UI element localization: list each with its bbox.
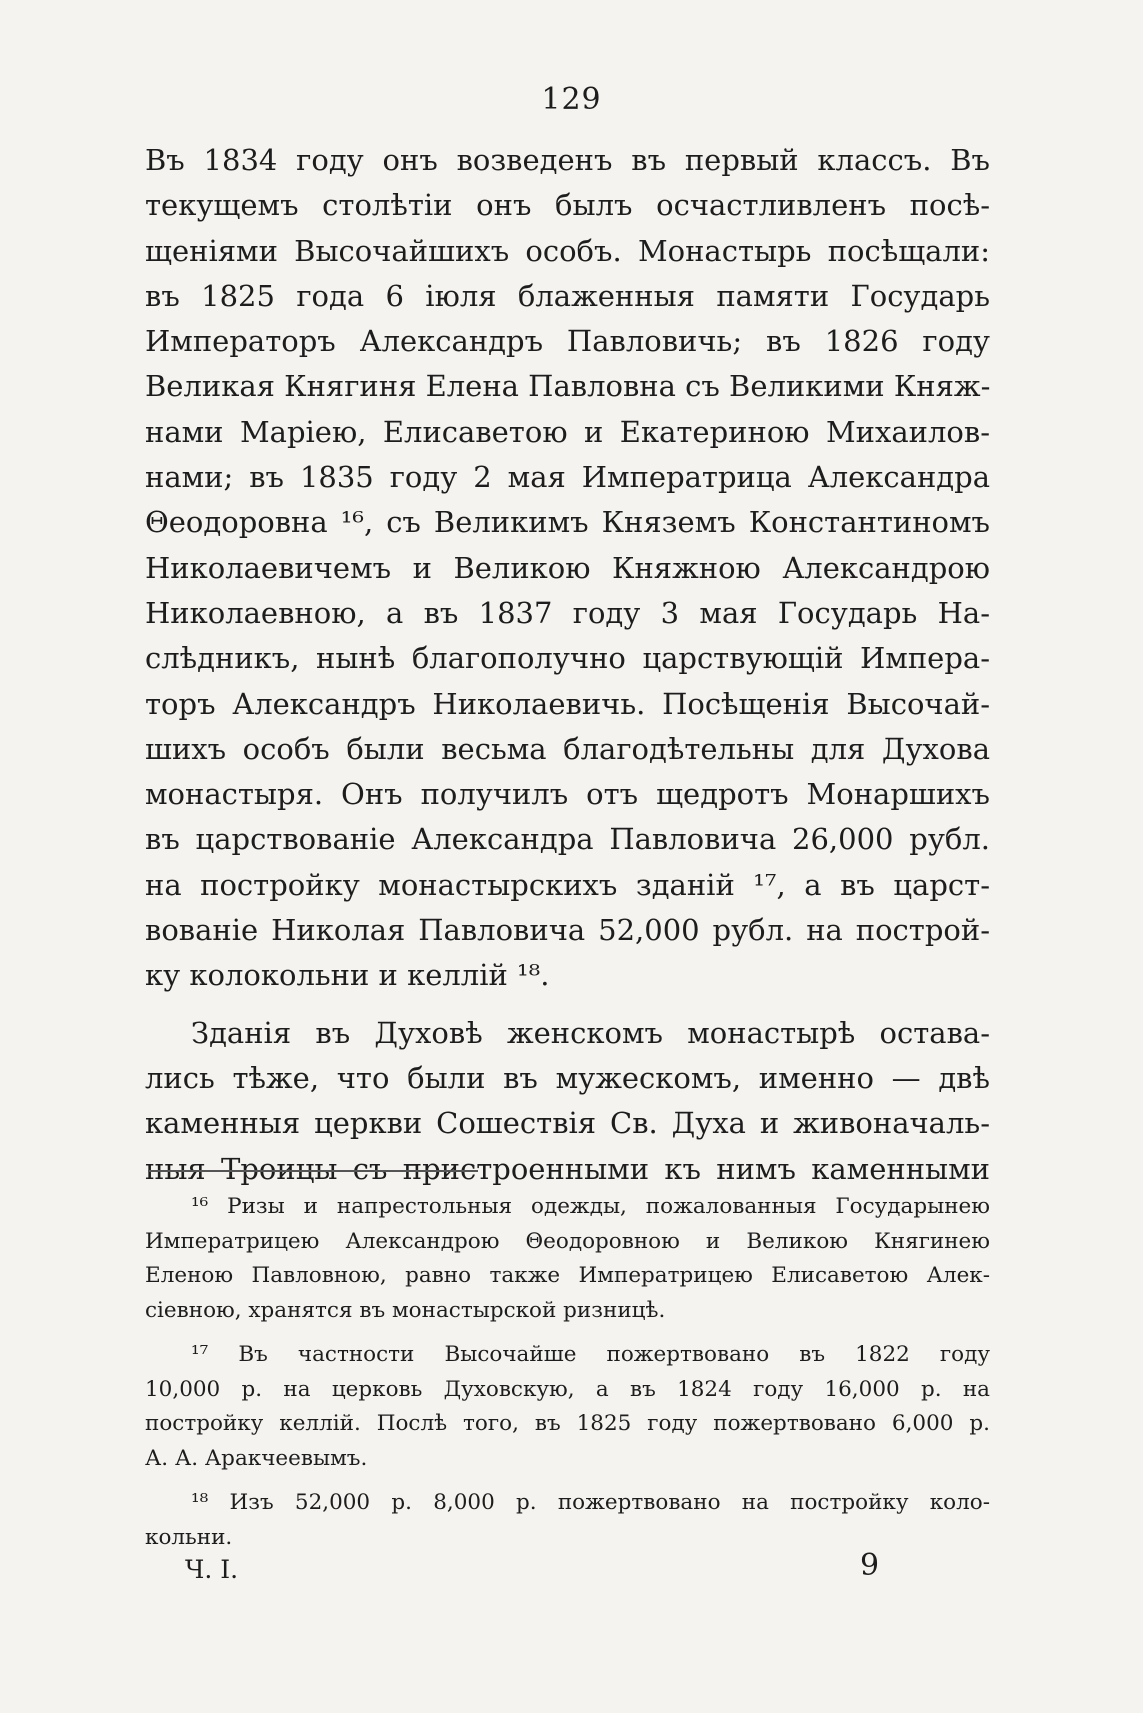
signature-mark: Ч. I. — [185, 1555, 239, 1584]
footnote-line: ¹⁶ Ризы и напрестольныя одежды, пожалованныя Государынею — [191, 1194, 990, 1219]
footnote-line: ¹⁷ Въ частности Высочайше пожертвовано въ 1822 году — [191, 1342, 990, 1367]
paragraph-2 — [145, 1011, 990, 1192]
text-line: Θеодоровна ¹⁶, съ Великимъ Княземъ Константиномъ — [145, 505, 990, 540]
text-line: текущемъ столѣтіи онъ былъ осчастливленъ посѣ- — [145, 188, 990, 223]
text-line: въ 1825 года 6 іюля блаженныя памяти Государь — [145, 278, 990, 313]
text-line: нами; въ 1835 году 2 мая Императрица Александра — [145, 460, 990, 495]
footnote-divider — [148, 1170, 478, 1172]
text-line: Николаевичемъ и Великою Княжною Александрою — [145, 550, 990, 585]
text-line: Въ 1834 году онъ возведенъ въ первый классъ. Въ — [145, 143, 990, 177]
text-line: шихъ особъ были весьма благодѣтельны для Духова — [145, 731, 990, 766]
text-line: Великая Княгиня Елена Павловна съ Великими Княж- — [145, 369, 991, 404]
footnote-line: ¹⁸ Изъ 52,000 р. 8,000 р. пожертвовано на постройку коло- — [191, 1490, 990, 1515]
text-line: щеніями Высочайшихъ особъ. Монастырь посѣщали: — [145, 233, 990, 268]
text-line: вованіе Николая Павловича 52,000 рубл. на построй- — [145, 913, 990, 948]
text-line: на постройку монастырскихъ зданій ¹⁷, а въ царст- — [145, 867, 990, 902]
text-line: слѣдникъ, нынѣ благополучно царствующій Импера- — [145, 641, 990, 676]
footnote-17 — [145, 1338, 990, 1476]
footnote-line: сіевною, хранятся въ монастырской ризницѣ. — [145, 1297, 666, 1323]
footnote-gap — [145, 1328, 990, 1338]
footnote-line: кольни. — [145, 1524, 233, 1550]
footnote-16 — [145, 1190, 990, 1328]
footnotes — [145, 1190, 990, 1555]
footnote-18 — [145, 1486, 990, 1555]
text-line: монастыря. Онъ получилъ отъ щедротъ Монаршихъ — [145, 777, 990, 812]
text-line: каменныя церкви Сошествія Св. Духа и живоначаль- — [145, 1106, 990, 1141]
footnote-gap — [145, 1476, 990, 1486]
text-line: въ царствованіе Александра Павловича 26,000 рубл. — [145, 822, 990, 857]
text-line: ку колокольни и келлій ¹⁸. — [145, 958, 550, 993]
text-line: Зданія въ Духовѣ женскомъ монастырѣ остава- — [191, 1015, 990, 1050]
main-text — [145, 138, 990, 1192]
sheet-number: 9 — [860, 1548, 880, 1583]
paragraph-1 — [145, 138, 990, 999]
footnote-line: Императрицею Александрою Θеодоровною и Великою Княгинею — [145, 1228, 990, 1254]
text-line: лись тѣже, что были въ мужескомъ, именно — двѣ — [145, 1060, 990, 1095]
footnote-line: А. А. Аракчеевымъ. — [145, 1445, 368, 1471]
text-line: Николаевною, а въ 1837 году 3 мая Государь На- — [145, 595, 990, 630]
footnote-line: постройку келлій. Послѣ того, въ 1825 году пожертвовано 6,000 р. — [145, 1411, 990, 1436]
text-line: Императоръ Александръ Павловичь; въ 1826 году — [145, 324, 990, 359]
text-line: ныя Троицы съ пристроенными къ нимъ каменными — [145, 1151, 990, 1186]
text-line: торъ Александръ Николаевичь. Посѣщенія Высочай- — [145, 686, 990, 721]
text-line: нами Маріею, Елисаветою и Екатериною Михаилов- — [145, 414, 990, 449]
page-number: 129 — [541, 82, 602, 117]
footnote-line: Еленою Павловною, равно также Императрицею Елисаветою Алек- — [145, 1263, 990, 1288]
footnote-line: 10,000 р. на церковь Духовскую, а въ 1824 году 16,000 р. на — [145, 1376, 990, 1402]
paragraph-gap — [145, 999, 990, 1011]
